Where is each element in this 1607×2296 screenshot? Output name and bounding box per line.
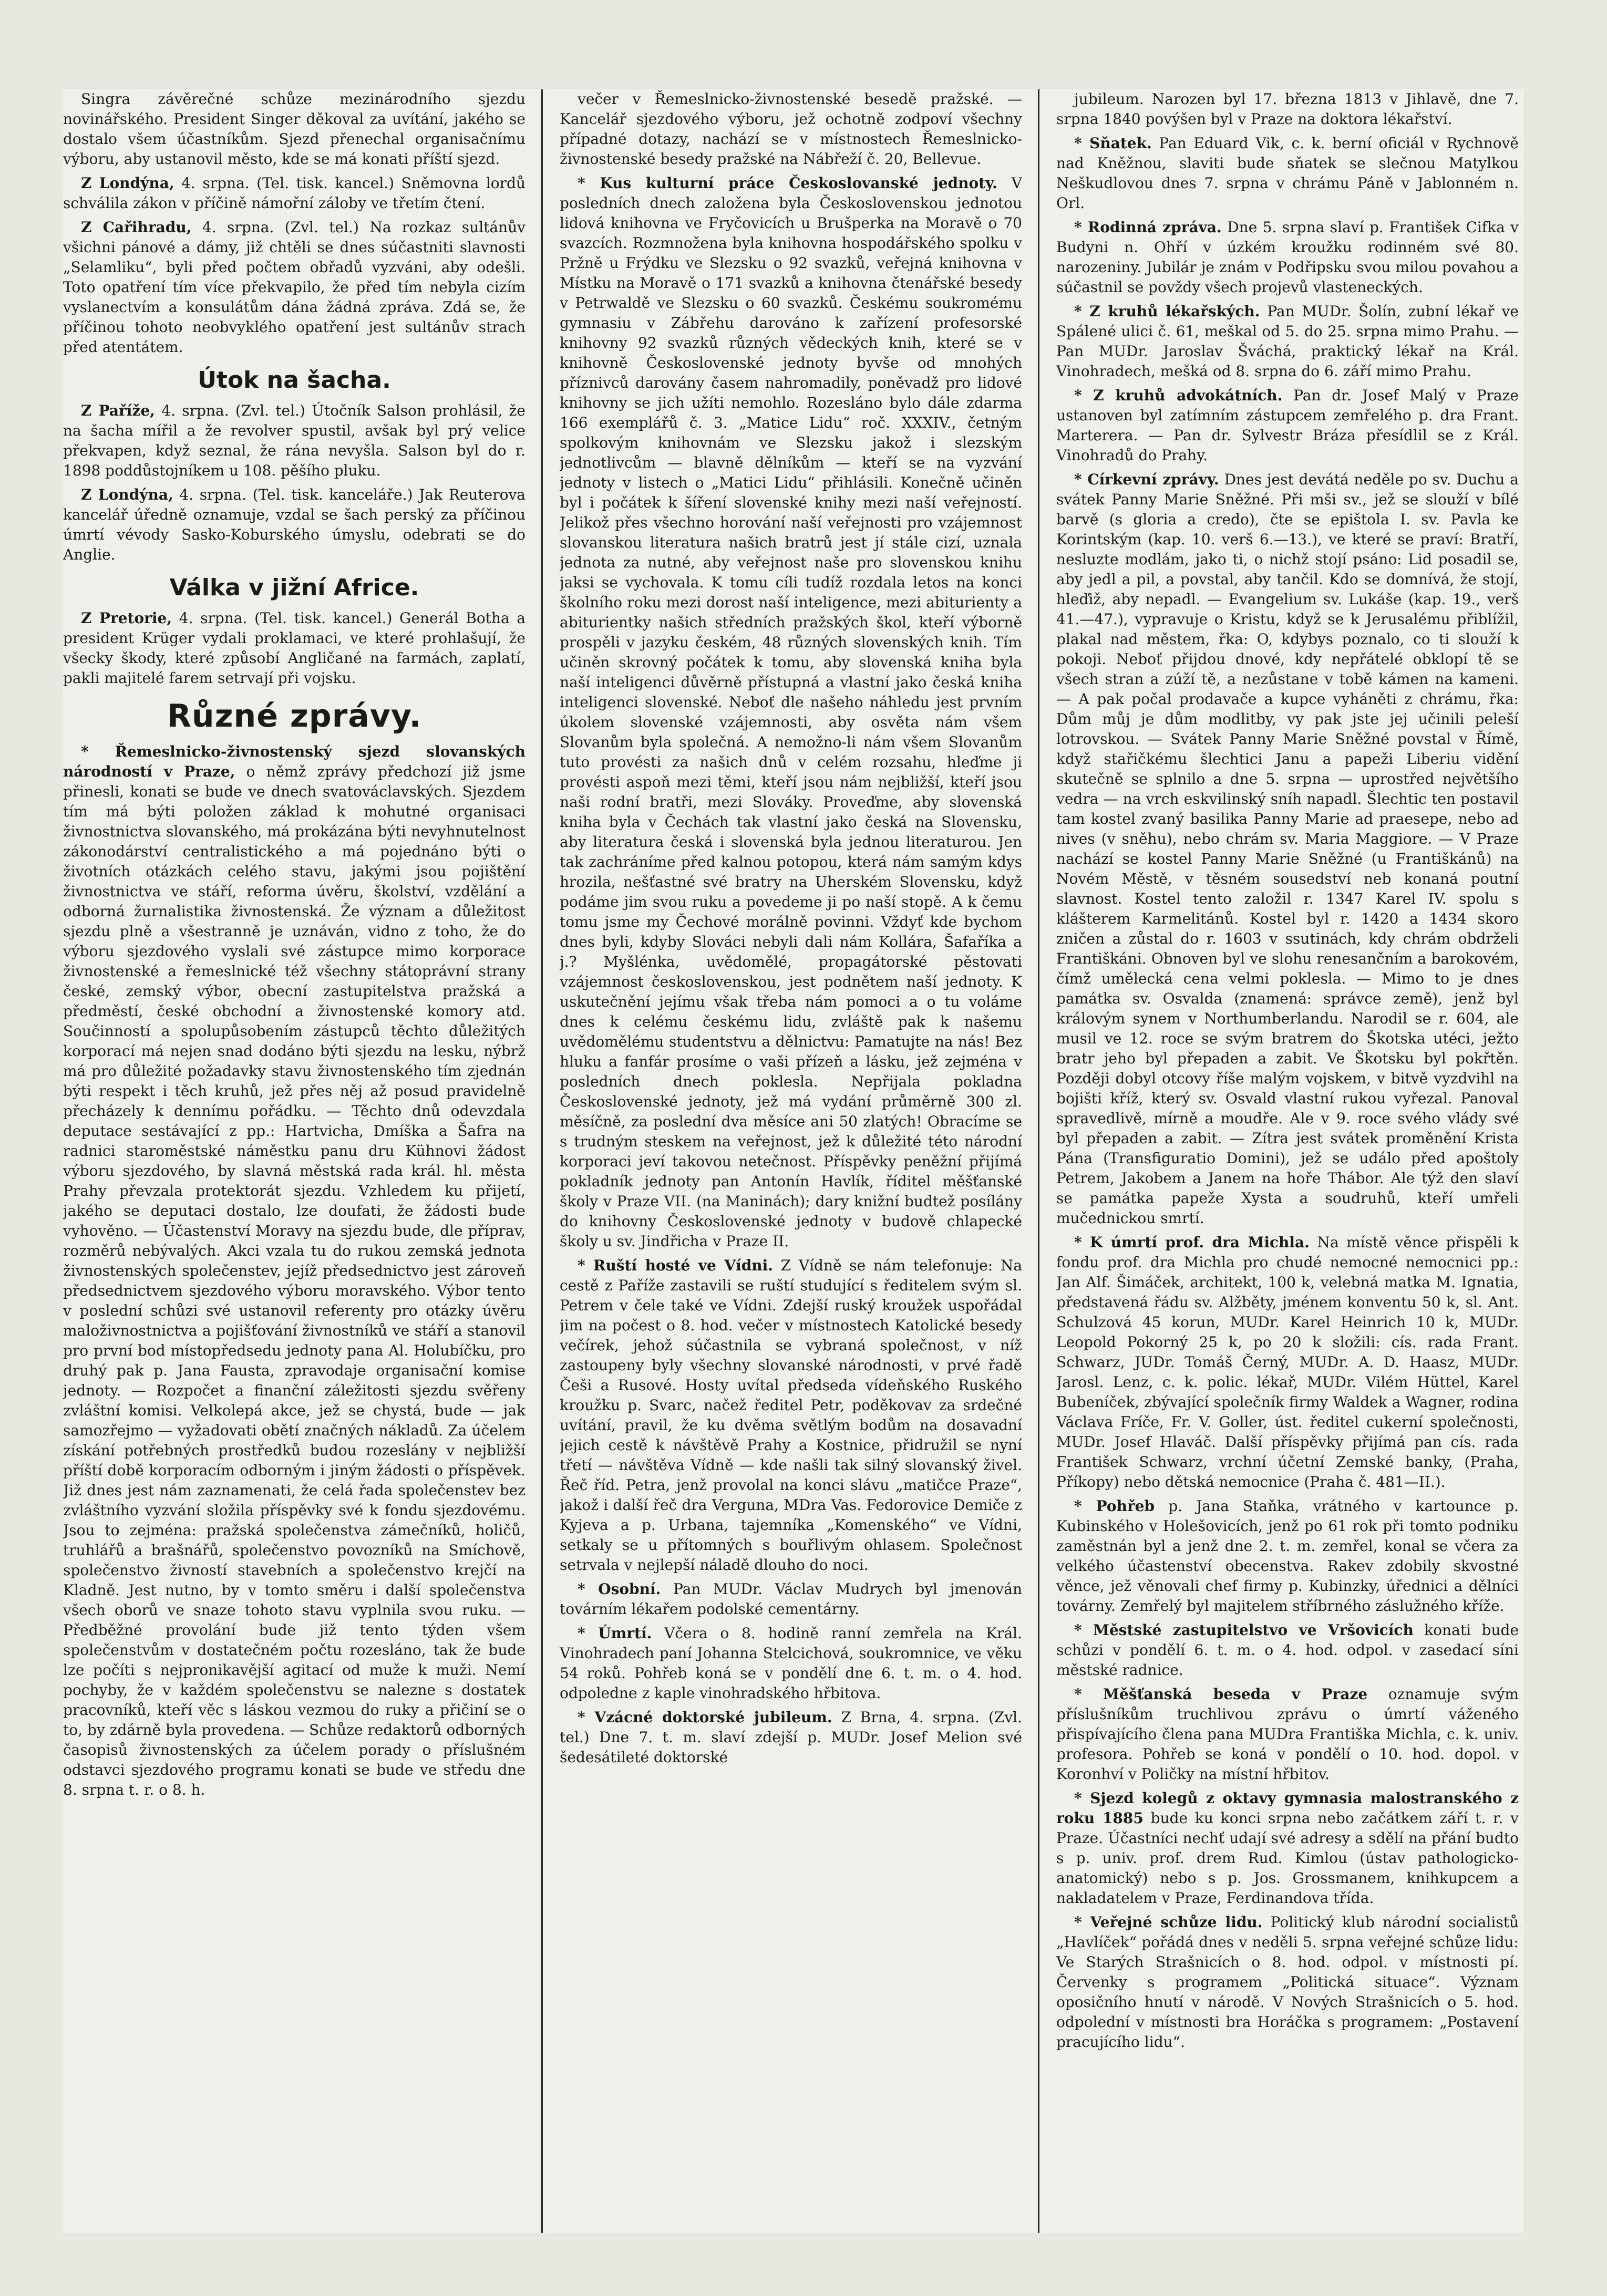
news-item-text: konati bude schůzi v pondělí 6. t. m. o 4. hod. odpol. v zasedací síni městské radnice. <box>1056 1621 1519 1679</box>
news-item-lead: Z Londýna, <box>81 174 174 192</box>
news-item-text: 4. srpna. (Tel. tisk. kancel.) Generál Botha a president Krüger vydali proklamaci, ve které prohlašují, že všecky škody, které způsobí Angličané na farmách, zaplatí, pakli majitelé farem setrvají při vojsku. <box>63 609 526 687</box>
news-item <box>1056 386 1519 466</box>
news-item <box>1056 470 1519 1228</box>
news-item-text: Na místě věnce přispěli k fondu prof. dra Michla pro chudé nemocné nemocnici pp.: Jan Alf. Šimáček, architekt, 100 k, velebná matka M. Ignatia, představená řádu sv. Alžběty, jménem konventu 50 k, sl. Ant. Schulzová 45 korun, MUDr. Karel Heinrich 10 k, MUDr. Leopold Pokorný 25 k, po 20 k složili: cís. rada Frant. Schwarz, JUDr. Tomáš Černý, MUDr. A. D. Haasz, MUDr. Jarosl. Lenz, c. k. polic. lékař, MUDr. Vilém Hüttel, Karel Bubeníček, zbývající společník firmy Waldek a Wagner, rodina Václava Fríče, Fr. V. Goller, úst. ředitel cukerní společnosti, MUDr. Josef Hlaváč. Další příspěvky přijímá pan cís. rada František Schwarz, vrchní účetní Zemské banky, (Praha, Příkopy) nebo dětská nemocnice (Praha č. 481—II.). <box>1056 1234 1519 1491</box>
news-item <box>1056 133 1519 213</box>
news-item <box>1056 1684 1519 1784</box>
news-item-text: Dnes jest devátá neděle po sv. Duchu a svátek Panny Marie Sněžné. Při mši sv., jež se slouží v bílé barvě (s gloria a credo), čte se epištola I. sv. Pavla ke Korintským (kap. 10. verš 6.—13.), ve které se praví: Bratří, nesluzte modlám, jako ti, o nichž stojí psáno: Lid posadil se, aby jedl a pil, a povstal, aby tančil. Kdo se domnívá, že stojí, hleďiž, aby nepadl. — Evangelium sv. Lukáše (kap. 19., verš 41.—47.), vypravuje o Kristu, když se k Jerusalému přiblížil, plakal nad městem, řka: O, kdybys poznalo, co ti slouží k pokoji. Neboť přijdou dnové, kdy nepřátelé obklopí tě se všech stran a zúží tě, a nezůstane v tobě kámen na kameni. — A pak počal prodavače a kupce vyháněti z chrámu, řka: Dům můj je dům modlitby, vy pak jste jej učinili peleší lotrovskou. — Svátek Panny Marie Sněžné povstal v Římě, když stařičkému šlechtici Janu a papeži Liberiu vidění skutečně se splnilo a dne 5. srpna — uprostřed největšího vedra — na vrch eskvilinský sníh napadl. Šlechtic ten postavil tam kostel zvaný basilika Panny Marie ad praesepe, nebo ad nives (v sněhu), nebo chrám sv. Maria Maggiore. — V Praze nachází se kostel Panny Marie Sněžné (u Františkánů) na Novém Městě, v těsném sousedství neb konaná poutní slavnost. Kostel tento založil r. 1347 Karel IV. spolu s klášterem Karmelitánů. Kostel byl r. 1420 a 1434 skoro zničen a zůstal do r. 1603 v ssutinách, kdy chrám obdrželi Františkáni. Obnoven byl ve slohu renesančním a barokovém, čímž umělecká cena velmi poklesla. — Mimo to je dnes památka sv. Osvalda (znamená: správce země), jenž byl královým synem v Northumberlandu. Narodil se r. 604, ale musil ve 12. roce se svým bratrem do Škotska utéci, ježto bratr jeho byl přepaden a zabit. Ve Škotsku byl pokřtěn. Později dobyl otcovy říše malým vojskem, v bitvě vyzdvihl na bojišti kříž, který sv. Osvald vlastní rukou vyřezal. Panoval spravedlivě, mírně a moudře. Ale v 9. roce svého vlády své byl přepaden a zabit. — Zítra jest svátek proměnění Krista Pána (Transfiguratio Domini), jež se událo před apoštoly Petrem, Jakobem a Janem na hoře Thábor. Ale týž den slaví se památka papeže Xysta a soudruhů, kteří umřeli mučednickou smrtí. <box>1056 471 1519 1227</box>
news-item-text: Dne 5. srpna slaví p. František Cifka v Budyni n. Ohří v úzkém kroužku rodinném své 80. narozeniny. Jubilár je znám v Podřipsku svou milou povahou a súčastnil se povždy všech projevů vlasteneckých. <box>1056 219 1519 296</box>
news-item-text: Pan Eduard Vik, c. k. berní oficiál v Rychnově nad Kněžnou, slaviti bude sňatek se slečnou Matylkou Neškudlovou dnes 7. srpna v chrámu Páně v Jablonném n. Orl. <box>1056 135 1519 212</box>
news-item-text: oznamuje svým příslušníkům truchlivou zprávu o úmrtí váženého přispívajícího člena pana MUDra Františka Michla, c. k. univ. profesora. Pohřeb se koná v pondělí o 10. hod. dopol. v Koronhví v Poličky na místní hřbitov. <box>1056 1685 1519 1783</box>
news-item <box>1056 1620 1519 1680</box>
news-item <box>1056 302 1519 381</box>
news-item-text: večer v Řemeslnicko-živnostenské besedě pražské. — Kancelář sjezdového výboru, jež ochotně zodpoví všechny případné dotazy, nachází se v místnostech Řemeslnicko-živnostenské besedy pražské na Nábřeží č. 20, Bellevue. <box>560 90 1022 168</box>
news-item-text: bude ku konci srpna nebo začátkem září t. r. v Praze. Účastníci nechť udají své adresy a sdělí na přání budto s p. univ. prof. drem Rud. Kimlou (ústav pathologicko-anatomický) nebo s p. Jos. Grossmanem, knihkupcem a nakladatelem v Praze, Ferdinandova třída. <box>1056 1809 1519 1907</box>
news-item-lead: * Pohřeb <box>1074 1497 1155 1515</box>
section-heading: Různé zprávy. <box>167 698 422 735</box>
news-item-lead: * Městské zastupitelstvo ve Vršovicích <box>1074 1621 1414 1639</box>
news-item-text: 4. srpna. (Tel. tisk. kancel.) Sněmovna lordů schválila zákon v příčině námořní záloby ve třetím čtení. <box>63 174 526 212</box>
column-1 <box>63 89 526 2233</box>
news-item-lead: * Měšťanská beseda v Praze <box>1074 1685 1368 1703</box>
news-item <box>1056 218 1519 297</box>
news-item-lead: * Ruští hosté ve Vídni. <box>578 1257 774 1274</box>
news-item <box>63 89 526 169</box>
news-item-lead: * Kus kulturní práce Českoslovanské jednoty. <box>578 174 997 192</box>
news-item-text: 4. srpna. (Zvl. tel.) Na rozkaz sultánův všichni pánové a dámy, již chtěli se dnes súčastniti slavnosti „Selamliku“, byli před počtem obřadů vyzváni, aby odešli. Toto opatření tím více překvapilo, že před tím nebyla cizím vyslanectvím a konsulátům dána žádná zpráva. Zdá se, že příčinou tohoto neobvyklého opatření jest sultánův strach před atentátem. <box>63 219 526 356</box>
news-item-text: Politický klub národní socialistů „Havlíček“ pořádá dnes v neděli 5. srpna veřejné schůze lidu: Ve Starých Strašnicích o 8. hod. odpol. v místnosti pí. Červenky s programem „Politická situace“. Význam oposičního hnutí v národě. V Nových Strašnicích o 5. hod. odpolední v místnosti bra Horáčka s programem: „Postavení pracujícího lidu“. <box>1056 1914 1519 2051</box>
section-heading: Útok na šacha. <box>198 367 391 394</box>
column-rule <box>1038 89 1039 2233</box>
news-item <box>560 1256 1022 1575</box>
column-3 <box>1056 89 1519 2233</box>
news-item-text: Pan MUDr. Václav Mudrych byl jmenován továrním lékařem podolské cementárny. <box>560 1580 1022 1618</box>
news-item-lead: * Z kruhů advokátních. <box>1074 387 1283 404</box>
news-item-text: Z Brna, 4. srpna. (Zvl. tel.) Dne 7. t. m. slaví zdejší p. MUDr. Josef Melion své šedesátileté doktorské <box>560 1709 1022 1766</box>
news-item <box>63 173 526 213</box>
news-item-lead: * Sjezd kolegů z oktavy gymnasia malostranského z roku 1885 <box>1056 1790 1519 1827</box>
news-item-lead: Z Londýna, <box>81 486 173 503</box>
news-item <box>63 742 526 1800</box>
section-heading: Válka v jižní Africe. <box>169 574 419 601</box>
news-item <box>560 1579 1022 1619</box>
news-item-text: p. Jana Staňka, vrátného v kartounce p. Kubinského v Holešovicích, jenž po 61 rok při tomto podniku zaměstnán byl a jenž dne 2. t. m. zemřel, konal se včera za velkého účastenství obecenstva. Rakev zdobily skvostné věnce, jež věnovali chef firmy p. Kubinzky, úřednici a dělníci továrny. Zemřelý byl majitelem stříbrného záslužného kříže. <box>1056 1497 1519 1615</box>
news-item-text: Singra závěrečné schůze mezinárodního sjezdu novinářského. President Singer děkoval za uvítání, jakého se dostalo všem účastníkům. Sjezd přenechal organisačnímu výboru, aby ustanovil město, kde se má konati příští sjezd. <box>63 90 526 168</box>
news-item-text: Včera o 8. hodině ranní zemřela na Král. Vinohradech paní Johanna Stelcichová, soukromnice, ve věku 54 roků. Pohřeb koná se v pondělí dne 6. t. m. o 4. hod. odpoledne z kaple vinohradského hřbitova. <box>560 1625 1022 1702</box>
news-item-lead: * Vzácné doktorské jubileum. <box>578 1709 832 1726</box>
news-item <box>1056 1788 1519 1908</box>
news-item-text: Pan MUDr. Šolín, zubní lékař ve Spálené ulici č. 61, meškal od 5. do 25. srpna mimo Prahu. — Pan MUDr. Jaroslav Šváchá, praktický lékař na Král. Vinohradech, mešká od 8. srpna do 6. září mimo Prahu. <box>1056 303 1519 380</box>
news-item <box>560 173 1022 1252</box>
news-item-lead: Z Pretorie, <box>81 609 172 627</box>
news-item-text: Z Vídně se nám telefonuje: Na cestě z Paříže zastavili se ruští studující s ředitelem svým sl. Petrem v čele také ve Vídni. Zdejší ruský kroužek uspořádal jim na počest o 8. hod. večer v místnostech Katolické besedy večírek, jehož súčastnila se vybraná společnost, v níž zastoupeny byly všechny slovanské národnosti, v prvé řadě Češi a Rusové. Hosty uvítal předseda vídeňského Ruského kroužku p. Svarc, načež ředitel Petr, poděkovav za srdečné uvítání, pravil, že ku dvěma světlým bodům na dosavadní jejich cestě k návštěvě Prahy a Kostnice, přidružil se nyní třetí — návštěva Vídně — kde našli tak silný slovanský živel. Řeč říd. Petra, jenž provolal na konci slávu „matičce Praze“, jakož i další řeč dra Verguna, MDra Vas. Fedorovice Demiče z Kyjeva a p. Urbana, tajemníka „Komenského“ ve Vídni, setkaly se u přítomných s bouřlivým ohlasem. Společnost setrvala v nejlepší náladě dlouho do noci. <box>560 1257 1022 1574</box>
newspaper-page <box>63 89 1524 2233</box>
news-item-lead: * Z kruhů lékařských. <box>1074 303 1260 320</box>
news-item-lead: * Řemeslnicko-živnostenský sjezd slovanských národností v Praze, <box>63 743 526 780</box>
news-item <box>63 401 526 481</box>
news-item <box>560 89 1022 169</box>
news-item-lead: * K úmrtí prof. dra Michla. <box>1074 1234 1310 1251</box>
news-item <box>63 485 526 565</box>
news-item-lead: * Rodinná zpráva. <box>1074 219 1222 236</box>
news-item <box>560 1708 1022 1767</box>
news-item-text: o němž zprávy předchozí již jsme přinesli, konati se bude ve dnech svatováclavských. Sjezdem tím má býti položen základ k mohutné organisaci živnostnictva slovanského, má prokázána býti nevyhnutelnost zákonodárství centralistického a má pojednáno býti o životních otázkách celého stavu, jakými jsou pojištění živnostnictva ve stáří, reforma úvěru, školství, vzdělání a odborná žurnalistika živnostenská. Že význam a důležitost sjezdu plně a všestranně je uznáván, vidno z toho, že do výboru sjezdového vyslali své zástupce mimo korporace živnostenské a řemeslnické též všechny státoprávní strany české, zemský výbor, obecní zastupitelstva pražská a předměstí, české obchodní a živnostenské komory atd. Součinností a spolupůsobením zástupců těchto důležitých korporací má nejen snad dodáno býti sjezdu na lesku, nýbrž má pro důležité požadavky stavu živnostenského tím zjednán býti respekt i těch kruhů, jež přes něj až posud pravidelně přecházely k dennímu pořádku. — Těchto dnů odevzdala deputace sestávající z pp.: Hartvicha, Dmíška a Šafra na radnici staroměstské náměstku panu dru Kühnovi žádost výboru sjezdového, by slavná městská rada král. hl. města Prahy převzala protektorát sjezdu. Vzhledem ku přijetí, jakého se deputaci dostalo, lze doufati, že žádosti bude vyhověno. — Účastenství Moravy na sjezdu bude, dle příprav, rozměrů nebývalých. Akci vzala tu do rukou zemská jednota živnostenských společenstev, jejíž předsednictvo jest zároveň předsednictvem sjezdového výboru moravského. Výbor tento v poslední schůzi své ustanovil referenty pro otázky úvěru maloživnostnictva a pojišťování živnostníků ve stáří a stanovil pro první bod místopředsedu jednoty pana Al. Holubíčku, pro druhý pak p. Jana Fausta, zpravodaje organisační komise jednoty. — Rozpočet a finanční záležitosti sjezdu svěřeny zvláštní komisi. Velkolepá akce, jež se chystá, bude — jak samozřejmo — vyžadovati obětí značných nákladů. Za účelem získání potřebných prostředků budou rozeslány v nejbližší příští době korporacím odborným i jiným žádosti o příspěvek. Již dnes jest nám zaznamenati, že celá řada společenstev bez zvláštního vyzvání složila příspěvky své k fondu sjezdovému. Jsou to zejména: pražská společenstva zámečníků, holičů, truhlářů a brašnářů, společenstvo povozníků na Smíchově, společenstvo živností stavebních a společenstvo krejčí na Kladně. Jest nutno, by v tomto směru i další společenstva všech oborů ve snaze tohoto stavu vyplnila svou ruku. — Předběžné provolání bude již tento týden všem společenstvům v dostatečném počtu rozesláno, tak že bude lze počíti s nejpronikavější agitací od muže k muži. Nemí pochyby, že v každém společenstvu se nalezne s dostatek pracovníků, kteří věc s láskou vezmou do ruky a přičiní se o to, by zdárně byla provedena. — Schůze redaktorů odborných časopisů živnostenských za účelem porady o příslušném odstavci sjezdového programu konati se bude ve středu dne 8. srpna t. r. o 8. h. <box>63 763 526 1798</box>
column-rule <box>541 89 543 2233</box>
news-item-text: 4. srpna. (Tel. tisk. kanceláře.) Jak Reuterova kancelář úředně oznamuje, vzdal se šach perský za příčinou úmrtí vévody Sasko-Koburského úmyslu, odebrati se do Anglie. <box>63 486 526 563</box>
news-item <box>63 608 526 688</box>
news-item-lead: Z Cařihradu, <box>81 219 192 236</box>
news-item-text: 4. srpna. (Zvl. tel.) Útočník Salson prohlásil, že na šacha mířil a že revolver spustil, avšak byl prý velice překvapen, když seznal, že rána nevyšla. Salson byl do r. 1898 poddůstojníkem u 108. pěšího pluku. <box>63 402 526 479</box>
news-item-lead: * Církevní zprávy. <box>1074 471 1219 488</box>
news-item <box>1056 1233 1519 1492</box>
column-2 <box>560 89 1022 2233</box>
news-item-lead: * Sňatek. <box>1074 135 1152 152</box>
news-item <box>63 218 526 357</box>
news-item <box>560 1623 1022 1703</box>
news-item-text: Pan dr. Josef Malý v Praze ustanoven byl zatímním zástupcem zemřelého p. dra Frant. Marterera. — Pan dr. Sylvestr Bráza přesídlil se z Král. Vinohradů do Prahy. <box>1056 387 1519 464</box>
news-item-lead: * Úmrtí. <box>578 1625 652 1642</box>
news-item-text: V posledních dnech založena byla Československou jednotou lidová knihovna ve Fryčovicích u Brušperka na Moravě o 70 svazcích. Rozmnožena byla knihovna hospodářského spolku v Pržně u Frýdku ve Slezsku o 92 svazků, veřejná knihovna v Místku na Moravě o 171 svazků a knihovna čtenářské besedy v Petrwaldě ve Slezsku o 60 svazků. Českému soukromému gymnasiu v Zábřehu darováno k zařízení profesorské knihovny 92 svazků různých vědeckých knih, které se v knihovně Československé jednoty byvše od mnohých příznivců darovány časem nahromadily, poněvadž pro lidové knihovny se jich užíti nemohlo. Rozesláno bylo dále zdarma 166 exemplářů č. 3. „Matice Lidu“ roč. XXXIV., četným spolkovým knihovnám ve Slezsku jakož i slezským jednotlivcům — blavně dělníkům — kteří se na vyzvání jednoty v listech o „Matici Lidu“ přihlásili. Konečně učiněn byl i počátek k šíření slovenské knihy mezi naší veřejností. Jelikož přes všechno horování naší veřejnosti pro vzájemnost slovanskou literatura našich bratrů jest jí stále cizí, uznala jednota za nutné, aby veřejnost naše pro slovenskou knihu jaksi se vychovala. K tomu cíli tudíž rozdala letos na konci školního roku mezi dorost naší inteligence, mezi abiturienty a abiturientky našich středních pražských škol, kteří výborně prospěli v jazyku českém, 48 různých slovenských knih. Tím učiněn skrovný počátek k tomu, aby slovenská kniha byla naší inteligenci důvěrně přístupná a vlastní jako česká kniha inteligenci slovenské. Neboť dle našeho náhledu jest prvním úkolem slovenské vzájemnosti, aby osvěta nám všem Slovanům byla společná. A nemožno-li nám všem Slovanům tuto provésti za našich dnů v celém rozsahu, hleďme ji provésti aspoň mezi těmi, kteří jsou nám nejbližší, kteří jsou naši rodní bratři, mezi Slováky. Proveďme, aby slovenská kniha byla v Čechách tak vlastní jako česká na Slovensku, aby literatura česká i slovenská byla jednou literaturou. Jen tak zachráníme před kalnou potopou, která nám samým kdys hrozila, nešťastné své bratry na Uherském Slovensku, když podáme jim svou ruku a povedeme ji po naší stopě. A k čemu tomu jsme my Čechové morálně povinni. Vždyť kde bychom dnes byli, kdyby Slováci nebyli dali nám Kollára, Šafaříka a j.? Myšlénka, uvědomělé, propagátorské pěstovati vzájemnost československou, jest podnětem naší jednoty. K uskutečnění jejímu však třeba nám pomoci a o tu voláme dnes k celému českému lidu, zvláště pak k našemu uvědomělému studentstvu a dělnictvu: Pamatujte na nás! Bez hluku a fanfár prosíme o vaši přízeň a lásku, jež zejména v posledních dnech poklesla. Nepřijala pokladna Československé jednoty, jež má vydání průměrně 300 zl. měsíčně, za poslední dva měsíce ani 50 zlatých! Obracíme se s trudným steskem na veřejnost, jež k důležité této národní korporaci jeví takovou netečnost. Příspěvky peněžní přijímá pokladník jednoty pan Antonín Havlík, říditel měšťanské školy v Praze VII. (na Maninách); dary knižní budtež posílány do knihovny Československé jednoty v budově chlapecké školy u sv. Jindřicha v Praze II. <box>560 174 1022 1250</box>
news-item <box>1056 89 1519 129</box>
news-item <box>1056 1912 1519 2052</box>
news-item-text: jubileum. Narozen byl 17. března 1813 v Jihlavě, dne 7. srpna 1840 povýšen byl v Praze na doktora lékařství. <box>1056 90 1519 128</box>
news-item <box>1056 1496 1519 1616</box>
news-item-lead: * Osobní. <box>578 1580 661 1598</box>
news-item-lead: * Veřejné schůze lidu. <box>1074 1914 1263 1931</box>
news-item-lead: Z Paříže, <box>81 402 155 419</box>
